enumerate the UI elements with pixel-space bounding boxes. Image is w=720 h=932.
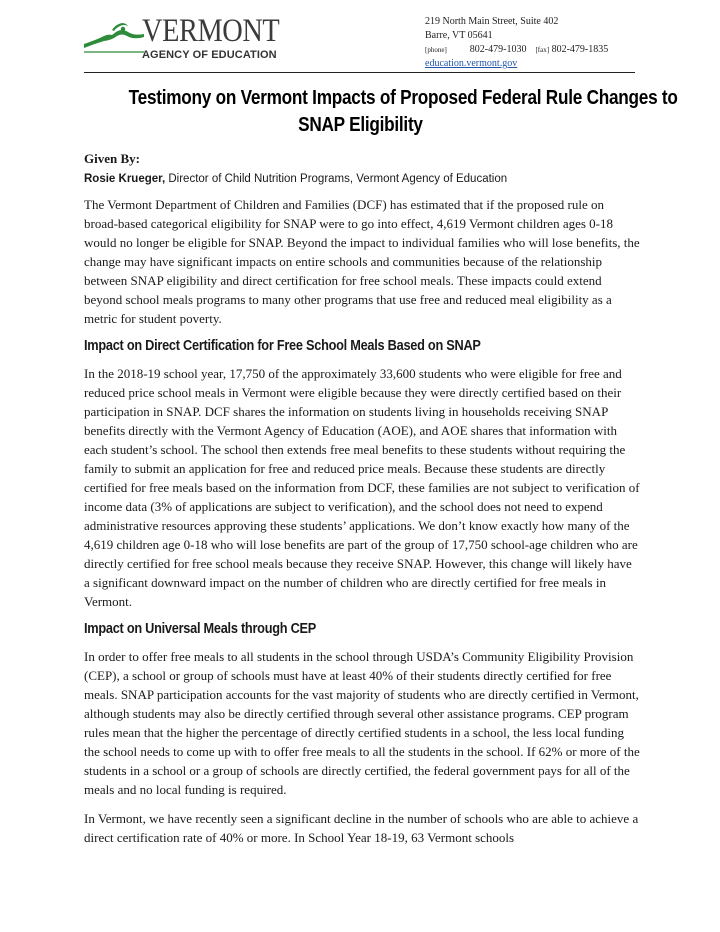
section-paragraph-universal-meals: In order to offer free meals to all students in the school through USDA’s Community Eligibility Provision (CEP), a school or group of schools must have at least 40% of their students directly certified for free meals. SNAP participation accounts for the vast majority of students who are directly certified in Vermont, although students may also be directly certified through several other assistance programs. CEP program rules mean that the higher the percentage of directly certified students in a school, the less local funding the school needs to come up with to offer free meals to all the students in the school. If 62% or more of the students in a school or a group of schools are directly certified, the federal government pays for all of the meals and no local funding is required. bbox=[84, 649, 640, 797]
section-paragraph-direct-certification: In the 2018-19 school year, 17,750 of the approximately 33,600 students who were eligible for free and reduced price school meals in Vermont were eligible because they were directly certified based on their participation in SNAP. DCF shares the information on students living in households receiving SNAP benefits directly with the Vermont Agency of Education (AOE), and AOE shares that information with each student’s school. The school then extends free meal benefits to these students without requiring the family to submit an application for free and reduced price meals. Because these students are directly certified for free meals based on the information from DCF, these families are not subject to verification of income data (3% of applications are subject to verification), and the school does not need to expend administrative resources approving these students’ applications. We don’t know exactly how many of the 4,619 children age 0-18 who will lose benefits are part of the group of 17,750 school-age children who are directly certified for free school meals because they receive SNAP. However, this change will likely have a significant downward impact on the number of children who are directly certified for free meals in Vermont. bbox=[84, 366, 640, 609]
title-line-2: SNAP Eligibility bbox=[297, 114, 423, 136]
fax-number: 802-479-1835 bbox=[551, 44, 609, 55]
fax-tag: [fax] bbox=[535, 46, 550, 54]
logo-wordmark: VERMONT bbox=[142, 13, 280, 49]
vermont-aoe-logo bbox=[82, 13, 280, 64]
phone-number: 802-479-1030 bbox=[469, 44, 527, 55]
author-name: Rosie Krueger, bbox=[84, 173, 166, 185]
phone-tag: [phone] bbox=[425, 46, 447, 54]
intro-paragraph: The Vermont Department of Children and Families (DCF) has estimated that if the proposed rule on broad-based categorical eligibility for SNAP were to go into effect, 4,619 Vermont children ages 0-18 would no longer be eligible for SNAP. Beyond the impact to individual families who will lose benefits, the change may have significant impacts on entire schools and communities because of the relationship between SNAP eligibility and direct certification for free school meals. These impacts could extend beyond school meals programs to many other programs that use free and reduced meal eligibility as a metric for student poverty. bbox=[84, 197, 640, 326]
section-heading-universal-meals: Impact on Universal Meals through CEP bbox=[84, 621, 317, 637]
website-link[interactable]: education.vermont.gov bbox=[425, 58, 518, 69]
address-line-1: 219 North Main Street, Suite 402 bbox=[425, 16, 559, 27]
document-title bbox=[84, 85, 678, 139]
author-line bbox=[84, 173, 640, 185]
author-title: Director of Child Nutrition Programs, Vermont Agency of Education bbox=[165, 173, 508, 185]
document-body bbox=[84, 151, 640, 857]
title-line-1: Testimony on Vermont Impacts of Proposed Federal Rule Changes to bbox=[128, 87, 678, 109]
section-paragraph-cep-decline: In Vermont, we have recently seen a significant decline in the number of schools who are able to achieve a direct certification rate of 40% or more. In School Year 18-19, 63 Vermont schools bbox=[84, 811, 639, 845]
phone-fax-line bbox=[425, 43, 685, 57]
address-line-2: Barre, VT 05641 bbox=[425, 30, 493, 41]
header-divider bbox=[84, 72, 635, 73]
logo-subtitle: AGENCY OF EDUCATION bbox=[142, 49, 277, 61]
given-by-label: Given By: bbox=[84, 151, 140, 166]
contact-block bbox=[425, 15, 685, 71]
mountain-swoosh-icon bbox=[82, 18, 146, 58]
section-heading-direct-certification: Impact on Direct Certification for Free School Meals Based on SNAP bbox=[84, 338, 481, 354]
